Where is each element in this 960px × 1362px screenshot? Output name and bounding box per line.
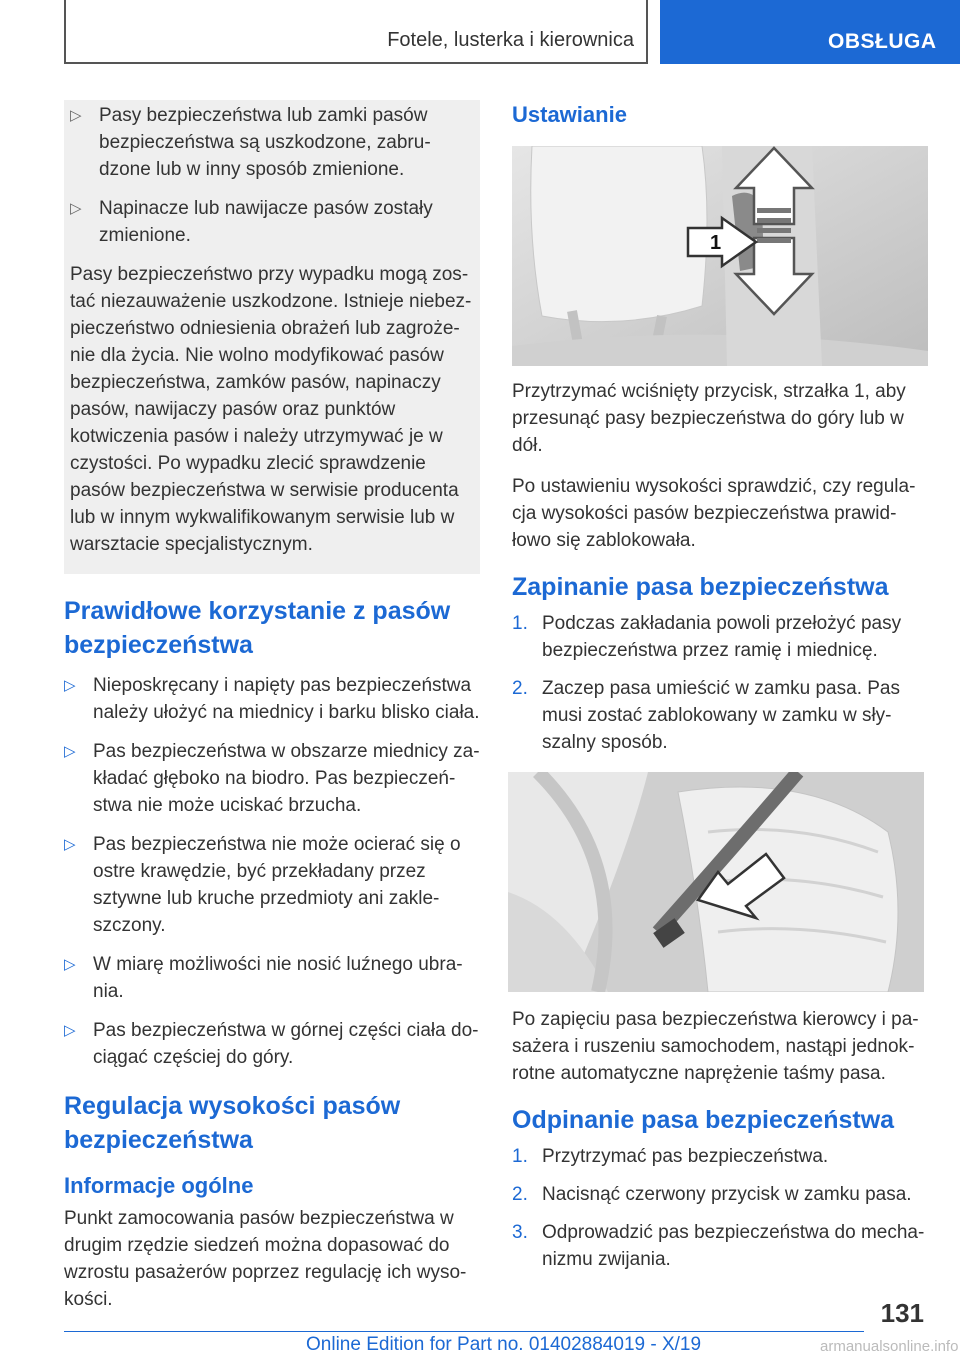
unfasten-step: 2. Nacisnąć czerwony przycisk w zamku pasa. — [512, 1184, 912, 1205]
chapter-tab[interactable]: OBSŁUGA — [660, 0, 960, 64]
headrest-illustration — [512, 146, 928, 366]
unfasten-step: 1. Przytrzymać pas bezpieczeństwa. — [512, 1146, 829, 1167]
general-info-text: Punkt zamocowania pasów bezpieczeństwa w drugim rzędzie siedzeń można dopasować do wzrostu pasażerów poprzez regulację ich wysokości. — [64, 1208, 467, 1310]
usage-bullet: ▷ Pas bezpieczeństwa w górnej części ciała dociągać częściej do góry. — [64, 1017, 480, 1071]
heading-height-adjustment: Regulacja wysokości pasów bezpieczeństwa — [64, 1092, 401, 1154]
heading-unfastening: Odpinanie pasa bezpieczeństwa — [512, 1106, 895, 1134]
seatbelt-buckle-image — [508, 772, 924, 992]
figure-callout-label: 1 — [710, 232, 722, 254]
left-column — [64, 100, 480, 1327]
usage-bullet: ▷ Pas bezpieczeństwa w obszarze miednicy zakładać głęboko na biodro. Pas bezpieczeństwa nie może uciskać brzucha. — [64, 738, 480, 819]
adjust-instruction-text: Przytrzymać wciśnięty przycisk, strzałka 1, aby przesunąć pasy bezpieczeństwa do góry lub w dół. — [512, 381, 906, 456]
triangle-bullet-icon: ▷ — [64, 1022, 76, 1039]
unfasten-step: 3. Odprowadzić pas bezpieczeństwa do mechanizmu zwijania. — [512, 1222, 925, 1270]
section-title: Fotele, lusterka i kierownica — [387, 29, 634, 51]
subheading-adjusting: Ustawianie — [512, 102, 627, 127]
belt-height-adjuster-image — [512, 146, 928, 366]
triangle-bullet-icon: ▷ — [70, 107, 82, 124]
heading-proper-use: Prawidłowe korzystanie z pasów bezpieczeństwa — [64, 597, 451, 659]
header-frame — [64, 0, 648, 64]
warning-bullet: ▷ Pasy bezpieczeństwa lub zamki pasów bezpieczeństwa są uszkodzone, zabrudzone lub w inny sposób zmienione. — [70, 102, 472, 183]
triangle-bullet-icon: ▷ — [64, 836, 76, 853]
right-column — [512, 100, 928, 1284]
fasten-step: 2. Zaczep pasa umieścić w zamku pasa. Pas musi zostać zablokowany w zamku w słyszalny sposób. — [512, 678, 900, 753]
subheading-general-info: Informacje ogólne — [64, 1173, 254, 1198]
footer-divider — [64, 1331, 864, 1332]
usage-bullet: ▷ W miarę możliwości nie nosić luźnego ubrania. — [64, 951, 480, 1005]
usage-bullet: ▷ Nieposkręcany i napięty pas bezpieczeństwa należy ułożyć na miednicy i barku blisko ciała. — [64, 672, 480, 726]
page-number: 131 — [880, 1298, 924, 1328]
edition-footer: Online Edition for Part no. 01402884019 - X/19 — [306, 1334, 702, 1355]
triangle-bullet-icon: ▷ — [64, 677, 76, 694]
triangle-bullet-icon: ▷ — [70, 200, 82, 217]
buckle-illustration — [508, 772, 924, 992]
heading-fastening: Zapinanie pasa bezpieczeństwa — [512, 573, 889, 601]
warning-box — [64, 100, 480, 574]
warning-text: Pasy bezpieczeństwo przy wypadku mogą zostać niezauważenie uszkodzone. Istnieje niebezpieczeństwo odniesienia obrażeń lub zagrożenie dla życia. Nie wolno modyfikować pasów bezpieczeństwa, zamków pasów, napinaczy pasów, nawijaczy pasów oraz punktów kotwiczenia pasów i należy utrzymywać je w czystości. Po wypadku zlecić sprawdzenie pasów bezpieczeństwa w serwisie producenta lub w innym wykwalifikowanym serwisie lub w warsztacie specjalistycznym. — [70, 264, 472, 555]
pretension-text: Po zapięciu pasa bezpieczeństwa kierowcy i pasażera i ruszeniu samochodem, nastąpi jednokrotne automatyczne naprężenie taśmy pasa. — [512, 1009, 919, 1084]
triangle-bullet-icon: ▷ — [64, 956, 76, 973]
fasten-step: 1. Podczas zakładania powoli przełożyć pasy bezpieczeństwa przez ramię i miednicę. — [512, 613, 902, 661]
usage-bullet: ▷ Pas bezpieczeństwa nie może ocierać się o ostre krawędzie, być przekładany przez sztywne lub kruche przedmioty ani zakleszczony. — [64, 831, 480, 939]
warning-bullet: ▷ Napinacze lub nawijacze pasów zostały zmienione. — [70, 195, 472, 249]
watermark: armanualsonline.info — [820, 1338, 959, 1355]
adjust-check-text: Po ustawieniu wysokości sprawdzić, czy regulacja wysokości pasów bezpieczeństwa prawidłowo się zablokowała. — [512, 476, 916, 551]
triangle-bullet-icon: ▷ — [64, 743, 76, 760]
